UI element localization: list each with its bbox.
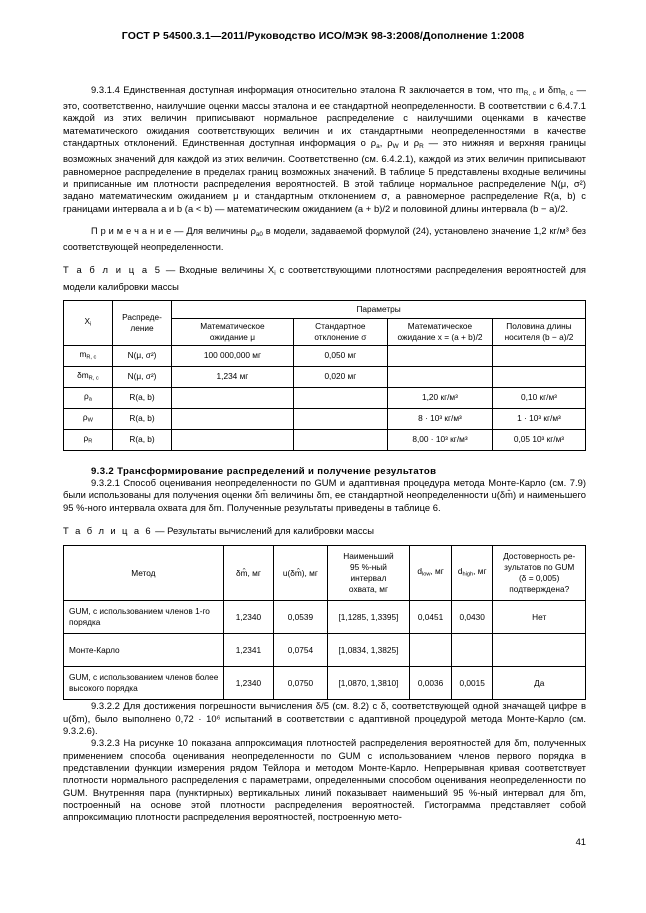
table6-th-d-high: $d_{high}$, мг bbox=[451, 546, 493, 601]
table-cell-xi: $\rho_R$ bbox=[64, 429, 113, 450]
table6-th-dm-hat: δm̂, мг bbox=[223, 546, 273, 601]
table6-header-row bbox=[64, 546, 586, 601]
table-row bbox=[64, 408, 586, 429]
table-cell-interval: [1,0870, 1,3810] bbox=[327, 667, 410, 700]
table-cell-mean_mu bbox=[172, 408, 294, 429]
page-number: 41 bbox=[575, 836, 586, 847]
table-cell-sigma bbox=[293, 408, 387, 429]
table-cell-half_width: 0,05 10³ кг/м³ bbox=[492, 429, 585, 450]
table5-th-half-width: Половина длины носителя (b − a)/2 bbox=[492, 318, 585, 345]
paragraph-9-3-2-2: 9.3.2.2 Для достижения погрешности вычисления δ/5 (см. 8.2) с δ, соответствующей одной значащей цифре в u(δm), было выполнено 0,72 · 10⁶ испытаний в соответствии с адаптивной процедурой метода Монте-Карло (см. 9.3.2.6). bbox=[63, 700, 586, 737]
table-row bbox=[64, 366, 586, 387]
paragraph-9-3-2-3: 9.3.2.3 На рисунке 10 показана аппроксимация плотностей распределения вероятностей для δm, полученных применением способа оценивания неопределенности по GUM с использованием членов первого порядка в представлении функции измерения рядом Тейлора и методом Монте-Карло. Непрерывная кривая соответствует плотности нормального распределения с параметрами, определенными способом оценивания неопределенности по GUM. Внутренняя пара (пунктирных) вертикальных линий показывает наименьший 95 %-ный интервал для δm, построенный на основе этой плотности распределения вероятностей. Гистограмма представляет собой аппроксимацию плотности распределения вероятностей, построенную мето- bbox=[63, 737, 586, 823]
table-cell-mean_ab: 1,20 кг/м³ bbox=[387, 387, 492, 408]
table-cell-u_dm_hat: 0,0754 bbox=[274, 634, 328, 667]
table-cell-d_high bbox=[451, 634, 493, 667]
table6-body bbox=[64, 601, 586, 700]
table5-body bbox=[64, 345, 586, 450]
table-cell-interval: [1,0834, 1,3825] bbox=[327, 634, 410, 667]
table-row bbox=[64, 429, 586, 450]
table-cell-dist: R(a, b) bbox=[112, 387, 171, 408]
table6-th-method: Метод bbox=[64, 546, 224, 601]
table-cell-xi: $\rho_W$ bbox=[64, 408, 113, 429]
table-cell-method: GUM, с использованием членов более высокого порядка bbox=[64, 667, 224, 700]
table5-head bbox=[64, 300, 586, 345]
table6-th-d-low: $d_{low}$, мг bbox=[410, 546, 452, 601]
table-cell-dm_hat: 1,2340 bbox=[223, 601, 273, 634]
note-paragraph: П р и м е ч а н и е — Для величины $\rho_{a0}$ в модели, задаваемой формулой (24), установлено значение 1,2 кг/м³ без соответствующей неопределенности. bbox=[63, 226, 587, 253]
table6-caption bbox=[63, 525, 586, 537]
table-cell-mean_mu: 1,234 мг bbox=[172, 366, 294, 387]
table-cell-sigma: 0,020 мг bbox=[293, 366, 387, 387]
table-cell-mean_ab bbox=[387, 345, 492, 366]
table-cell-interval: [1,1285, 1,3395] bbox=[327, 601, 410, 634]
table-cell-mean_ab: 8,00 · 10³ кг/м³ bbox=[387, 429, 492, 450]
table6-caption-text: — Результаты вычислений для калибровки массы bbox=[152, 524, 374, 536]
table5-th-parameters-group: Параметры bbox=[172, 300, 586, 318]
table-cell-half_width bbox=[492, 345, 585, 366]
table-cell-d_low bbox=[410, 634, 452, 667]
table-cell-dist: N(μ, σ²) bbox=[112, 345, 171, 366]
table5-th-xi: $X_i$ bbox=[64, 300, 113, 345]
table-cell-validity: Нет bbox=[493, 601, 586, 634]
table6-head bbox=[64, 546, 586, 601]
table-cell-mean_ab: 8 · 10³ кг/м³ bbox=[387, 408, 492, 429]
table-cell-validity: Да bbox=[493, 667, 586, 700]
table-cell-d_high: 0,0430 bbox=[451, 601, 493, 634]
table-cell-method: Монте-Карло bbox=[64, 634, 224, 667]
table-cell-dist: R(a, b) bbox=[112, 429, 171, 450]
heading-9-3-2: 9.3.2 Трансформирование распределений и получение результатов bbox=[91, 465, 437, 477]
table-cell-d_low: 0,0036 bbox=[410, 667, 452, 700]
paragraph-9-3-2-1: 9.3.2.1 Способ оценивания неопределенности по GUM и адаптивная процедура метода Монте-Карло (см. 7.9) были использованы для получения оценки δm̂ величины δm, ее стандартной неопределенности u(δm̂) и наименьшего 95 %-ного интервала охвата для δm. Полученные результаты приведены в таблице 6. bbox=[63, 476, 586, 513]
table-cell-half_width: 1 · 10³ кг/м³ bbox=[492, 408, 585, 429]
table5-caption bbox=[63, 264, 586, 293]
table-5 bbox=[63, 300, 586, 451]
table-cell-sigma bbox=[293, 429, 387, 450]
table-cell-dm_hat: 1,2340 bbox=[223, 667, 273, 700]
table5-caption-text: — Входные величины $X_i$ с соответствующими плотностями распределения вероятностей для модели калибровки массы bbox=[63, 264, 586, 292]
table5-caption-label: Т а б л и ц а 5 bbox=[63, 264, 162, 276]
table-cell-xi: $\rho_a$ bbox=[64, 387, 113, 408]
table-cell-u_dm_hat: 0,0539 bbox=[274, 601, 328, 634]
table-cell-sigma: 0,050 мг bbox=[293, 345, 387, 366]
table-cell-d_low: 0,0451 bbox=[410, 601, 452, 634]
table-cell-half_width: 0,10 кг/м³ bbox=[492, 387, 585, 408]
table6-th-validity: Достоверность ре- зультатов по GUM (δ = 0,005) подтверждена? bbox=[493, 546, 586, 601]
table5-th-distribution: Распреде- ление bbox=[112, 300, 171, 345]
table-6 bbox=[63, 545, 586, 700]
table-cell-half_width bbox=[492, 366, 585, 387]
table-cell-dist: R(a, b) bbox=[112, 408, 171, 429]
table5-th-sigma: Стандартное отклонение σ bbox=[293, 318, 387, 345]
table6-caption-label: Т а б л и ц а 6 bbox=[63, 524, 153, 536]
table-row bbox=[64, 634, 586, 667]
table5-header-row-1 bbox=[64, 300, 586, 318]
page-content bbox=[63, 84, 586, 824]
table-row bbox=[64, 345, 586, 366]
table-cell-mean_mu bbox=[172, 387, 294, 408]
table-row bbox=[64, 601, 586, 634]
table-cell-validity bbox=[493, 634, 586, 667]
table-cell-xi: $m_{R, c}$ bbox=[64, 345, 113, 366]
table5-th-mean-ab: Математическое ожидание x = (a + b)/2 bbox=[387, 318, 492, 345]
table-cell-mean_mu: 100 000,000 мг bbox=[172, 345, 294, 366]
table-cell-sigma bbox=[293, 387, 387, 408]
table-cell-dm_hat: 1,2341 bbox=[223, 634, 273, 667]
table6-th-u-dm-hat: u(δm̂), мг bbox=[274, 546, 328, 601]
table-cell-mean_ab bbox=[387, 366, 492, 387]
table-row bbox=[64, 667, 586, 700]
table-cell-u_dm_hat: 0,0750 bbox=[274, 667, 328, 700]
table-cell-d_high: 0,0015 bbox=[451, 667, 493, 700]
table-cell-xi: $\delta m_{R, c}$ bbox=[64, 366, 113, 387]
paragraph-9-3-1-4: 9.3.1.4 Единственная доступная информация относительно эталона R заключается в том, что $m_{R, с}$ и $\delta m_{R, с}$ — это, соответственно, наилучшие оценки массы эталона и ее стандартной неопределенности. В соответствии с 6.4.7.1 каждой из этих величин приписывают нормальное распределение с наилучшими оценками в качестве математического ожидания соответствующих величин и их стандартными неопределенностями в качестве стандартных отклонений. Единственная доступная информация о $\rho_a$, $\rho_W$ и $\rho_R$ — это нижняя и верхняя границы возможных значений для каждой из этих величин. Соответственно (см. 6.4.2.1), каждой из этих величин приписывают равномерное распределение в пределах границ возможных значений. В таблице 5 представлены входные величины и приписанные им плотности распределения вероятностей. В этой таблице нормальное распределение N(μ, σ²) задано математическим ожиданием μ и стандартным отклонением σ, а равномерное распределение R(a, b) с границами интервала a и b (a < b) — математическим ожиданием (a + b)/2 и половиной длины интервала (b − a)/2. bbox=[63, 84, 587, 214]
table-cell-dist: N(μ, σ²) bbox=[112, 366, 171, 387]
page-header: ГОСТ Р 54500.3.1—2011/Руководство ИСО/МЭК 98-3:2008/Дополнение 1:2008 bbox=[121, 30, 525, 42]
table-cell-method: GUM, с использованием членов 1-го порядка bbox=[64, 601, 224, 634]
table-row bbox=[64, 387, 586, 408]
table-cell-mean_mu bbox=[172, 429, 294, 450]
table5-th-mean-mu: Математическое ожидание μ bbox=[172, 318, 294, 345]
table6-th-interval: Наименьший 95 %-ный интервал охвата, мг bbox=[327, 546, 410, 601]
